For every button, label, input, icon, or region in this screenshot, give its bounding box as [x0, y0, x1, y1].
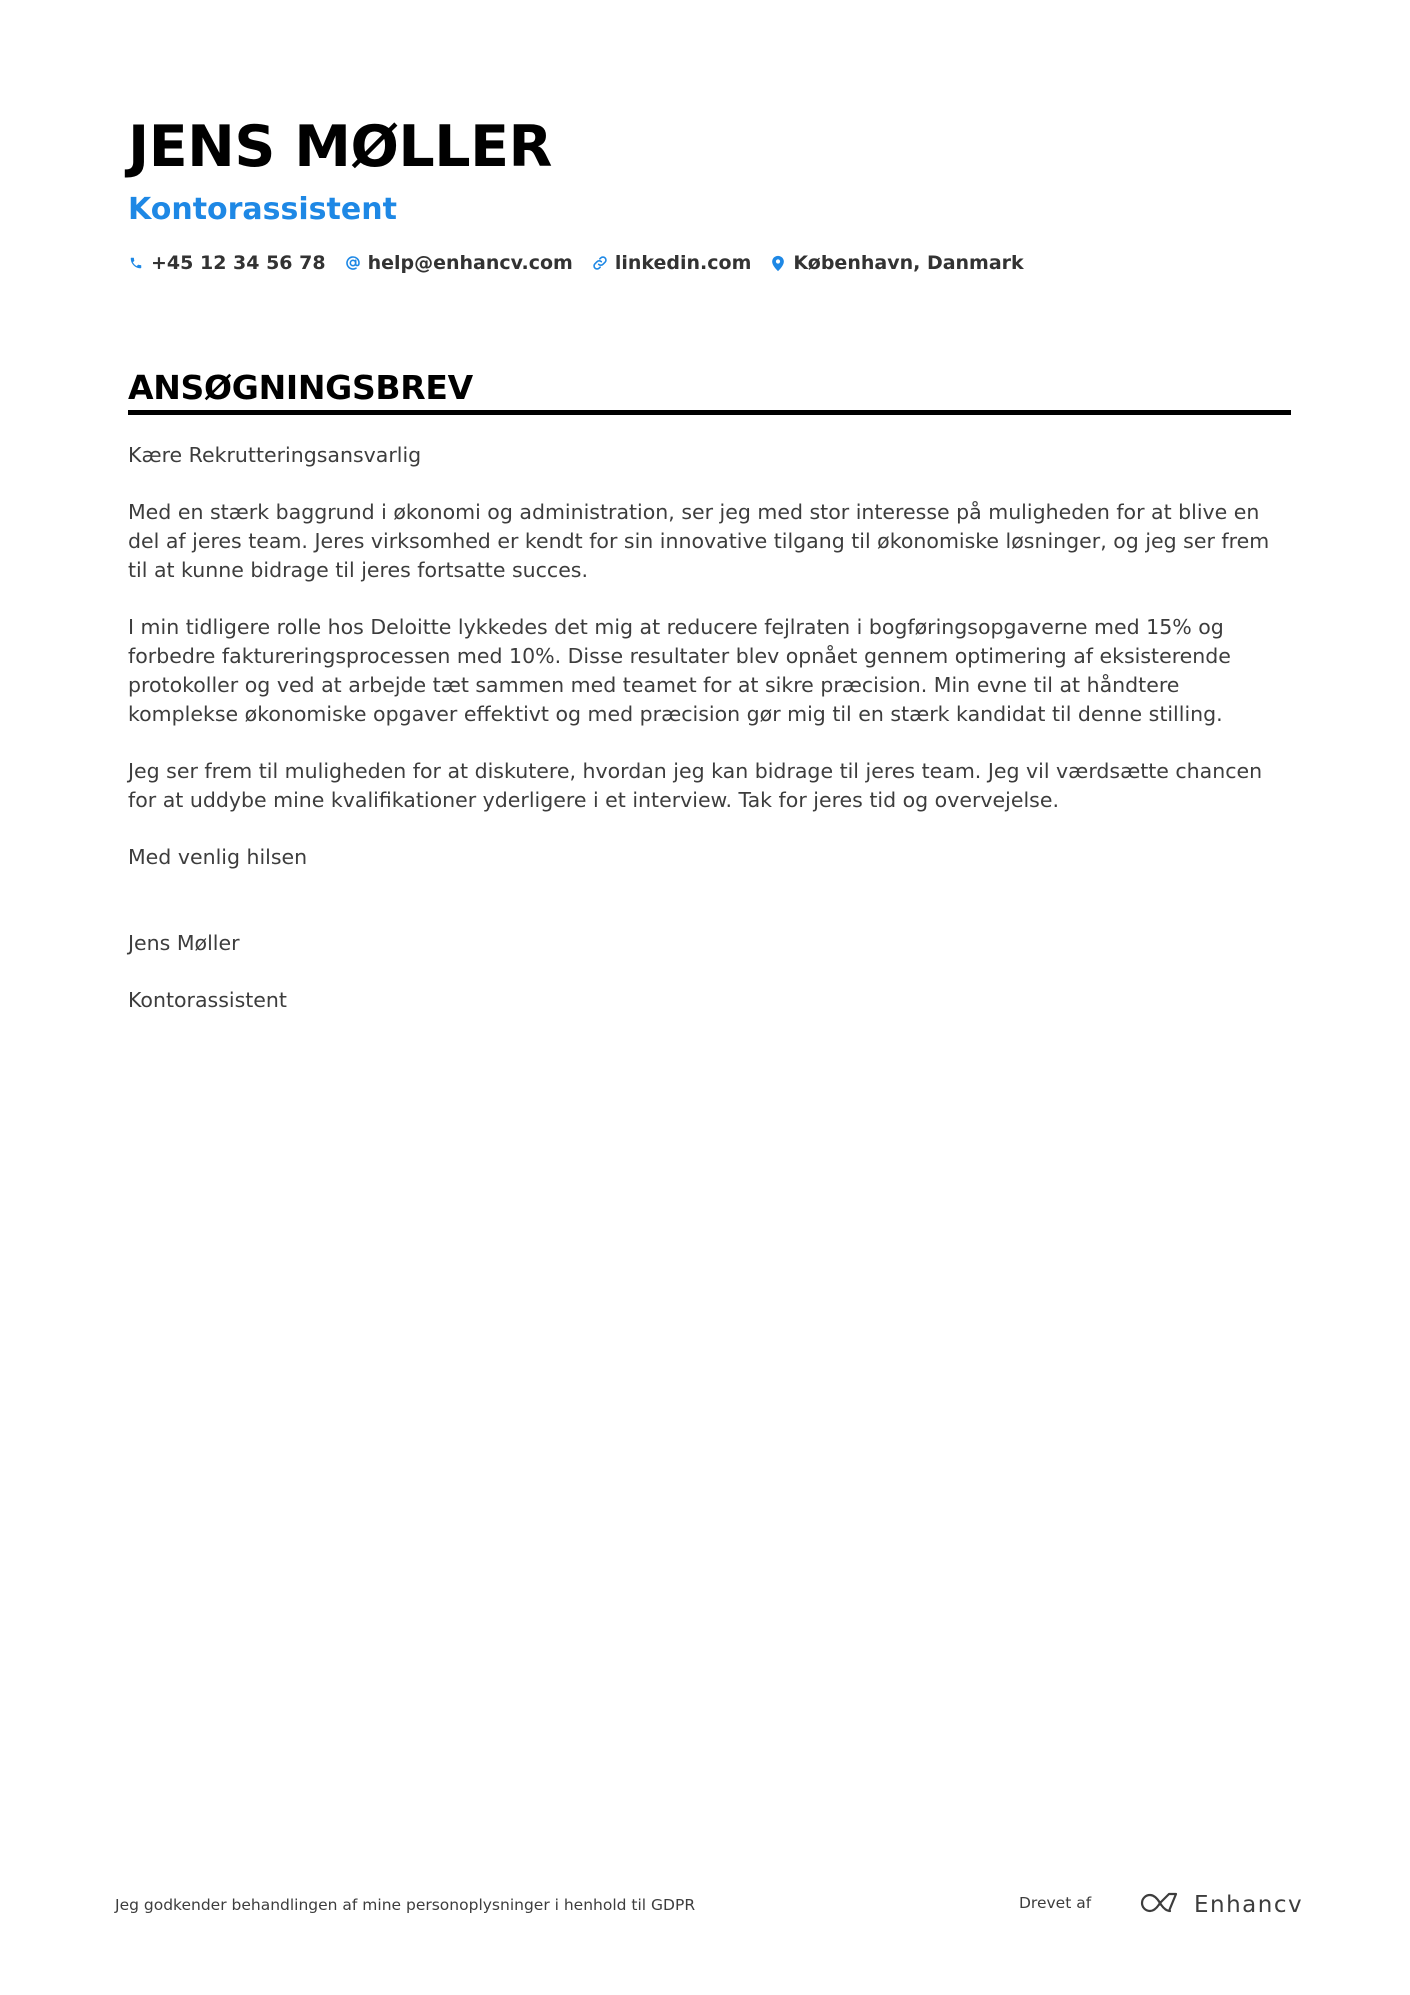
brand-logo[interactable] [1138, 1890, 1303, 1920]
contact-linkedin-text: linkedin.com [614, 252, 752, 274]
section-title: ANSØGNINGSBREV [128, 368, 473, 407]
contact-location [770, 252, 1023, 274]
powered-by-label: Drevet af [1019, 1894, 1092, 1912]
page-footer [0, 1894, 1410, 1924]
phone-icon [128, 252, 144, 274]
gdpr-consent: Jeg godkender behandlingen af mine personoplysninger i henhold til GDPR [115, 1896, 696, 1914]
contact-location-text: København, Danmark [793, 252, 1024, 274]
applicant-name: JENS MØLLER [128, 114, 552, 180]
enhancv-logo-icon [1138, 1890, 1186, 1920]
contact-email-text: help@enhancv.com [367, 252, 573, 274]
contact-bar [128, 252, 1043, 274]
contact-phone-text: +45 12 34 56 78 [151, 252, 326, 274]
location-pin-icon [770, 252, 786, 274]
letter-paragraph: Med en stærk baggrund i økonomi og administration, ser jeg med stor interesse på muligheden for at blive en del af jeres team. Jeres virksomhed er kendt for sin innovative tilgang til økonomiske løsninger, og jeg ser frem til at kunne bidrage til jeres fortsatte succes. [128, 500, 1270, 582]
letter-paragraph: Jeg ser frem til muligheden for at diskutere, hvordan jeg kan bidrage til jeres team. Jeg vil værdsætte chancen for at uddybe mine kvalifikationer yderligere i et interview. Tak for jeres tid og overvejelse. [128, 758, 1263, 812]
contact-phone[interactable] [128, 252, 326, 274]
applicant-title: Kontorassistent [128, 192, 397, 227]
link-icon [592, 252, 608, 274]
brand-name: Enhancv [1194, 1892, 1304, 1918]
signature-title: Kontorassistent [128, 988, 287, 1013]
cover-letter-page [128, 0, 1291, 1995]
at-icon [345, 252, 361, 274]
section-divider [128, 410, 1291, 415]
signature-name: Jens Møller [128, 930, 240, 955]
contact-email[interactable] [345, 252, 573, 274]
letter-greeting: Kære Rekrutteringsansvarlig [128, 443, 422, 467]
letter-body [128, 441, 1291, 1043]
letter-paragraph: I min tidligere rolle hos Deloitte lykkedes det mig at reducere fejlraten i bogføringsopgaverne med 15% og forbedre faktureringsprocessen med 10%. Disse resultater blev opnået gennem optimering af eksisterende protokoller og ved at arbejde tæt sammen med teamet for at sikre præcision. Min evne til at håndtere komplekse økonomiske opgaver effektivt og med præcision gør mig til en stærk kandidat til denne stilling. [128, 615, 1231, 726]
contact-linkedin[interactable] [592, 252, 752, 274]
letter-closing: Med venlig hilsen [128, 844, 308, 869]
